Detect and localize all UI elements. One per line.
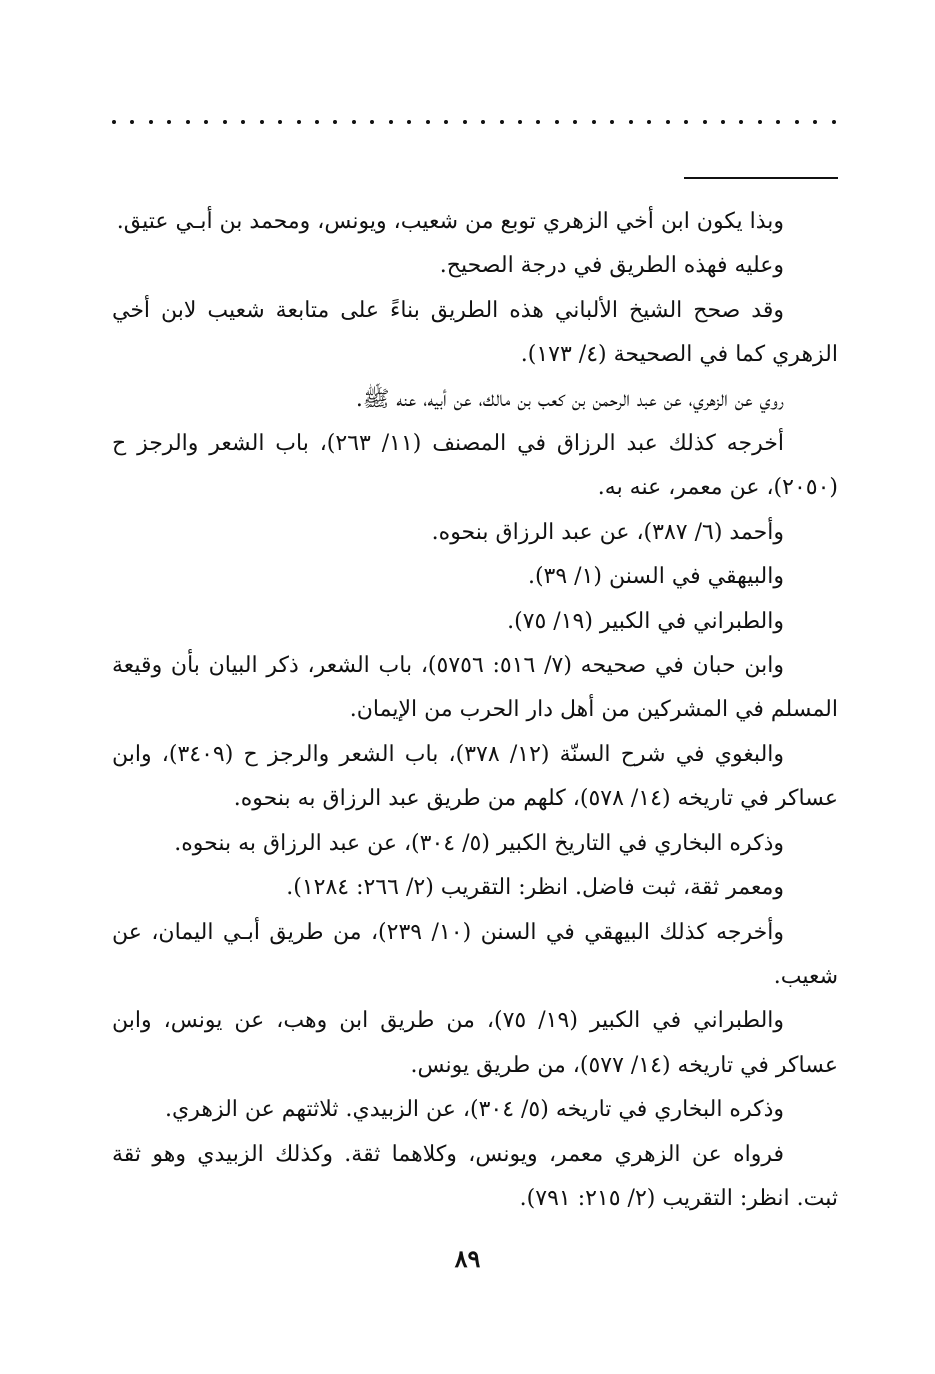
separator-dot xyxy=(370,120,374,124)
paragraph: والبيهقي في السنن (١/ ٣٩). xyxy=(527,564,784,590)
footnote-text xyxy=(112,200,838,1221)
separator-dot xyxy=(739,120,743,124)
separator-dot xyxy=(223,120,227,124)
paragraph: ومعمر ثقة، ثبت فاضل. انظر: التقريب (٢/ ٢٦٦: ١٢٨٤). xyxy=(286,875,784,901)
separator-dot xyxy=(573,120,577,124)
paragraph: فرواه عن الزهري معمر، ويونس، وكلاهما ثقة. وكذلك الزبيدي وهو ثقة ثبت. انظر: التقريب (٢/ ٢١٥: ٧٩١). xyxy=(112,1141,838,1211)
separator-dot xyxy=(112,120,116,124)
separator-dot xyxy=(500,120,504,124)
separator-dot xyxy=(297,120,301,124)
separator-dot xyxy=(444,120,448,124)
separator-dot xyxy=(592,120,596,124)
separator-dot xyxy=(389,120,393,124)
separator-dot xyxy=(555,120,559,124)
separator-dot xyxy=(352,120,356,124)
separator-dot xyxy=(776,120,780,124)
separator-dot xyxy=(333,120,337,124)
paragraph: والبغوي في شرح السنّة (١٢/ ٣٧٨)، باب الشعر والرجز ح (٣٤٠٩)، وابن عساكر في تاريخه (١٤/ ٥٧٨)، كلهم من طريق عبد الرزاق به بنحوه. xyxy=(112,741,838,812)
paragraph: وذكره البخاري في التاريخ الكبير (٥/ ٣٠٤)، عن عبد الرزاق به بنحوه. xyxy=(174,830,784,856)
separator-dot xyxy=(407,120,411,124)
separator-dot xyxy=(186,120,190,124)
paragraph: روي عن الزهري، عن عبد الرحمن بن كعب بن مالك، عن أبيه، عنه ﷺ. xyxy=(355,386,784,412)
separator-dot xyxy=(610,120,614,124)
paragraph: وذكره البخاري في تاريخه (٥/ ٣٠٤)، عن الزبيدي. ثلاثتهم عن الزهري. xyxy=(164,1097,784,1123)
separator-dot xyxy=(241,120,245,124)
paragraph: أخرجه كذلك عبد الرزاق في المصنف (١١/ ٢٦٣)، باب الشعر والرجز ح (٢٠٥٠)، عن معمر، عنه به. xyxy=(112,431,838,501)
separator-dot xyxy=(684,120,688,124)
paragraph: والطبراني في الكبير (١٩/ ٧٥)، من طريق ابن وهب، عن يونس، وابن عساكر في تاريخه (١٤/ ٥٧٧)، من طريق يونس. xyxy=(112,1008,838,1078)
separator-dot xyxy=(832,120,836,124)
separator-dot xyxy=(278,120,282,124)
paragraph: والطبراني في الكبير (١٩/ ٧٥). xyxy=(507,608,784,634)
separator-dot xyxy=(481,120,485,124)
footnote-rule xyxy=(684,177,838,179)
separator-dot xyxy=(315,120,319,124)
separator-dot xyxy=(260,120,264,124)
dotted-separator xyxy=(112,112,836,132)
paragraph: وأحمد (٦/ ٣٨٧)، عن عبد الرزاق بنحوه. xyxy=(431,519,784,545)
separator-dot xyxy=(130,120,134,124)
paragraph: وابن حبان في صحيحه (٧/ ٥١٦: ٥٧٥٦)، باب الشعر، ذكر البيان بأن وقيعة المسلم في المشركين من أهل دار الحرب من الإيمان. xyxy=(112,653,838,723)
separator-dot xyxy=(666,120,670,124)
separator-dot xyxy=(167,120,171,124)
separator-dot xyxy=(463,120,467,124)
separator-dot xyxy=(703,120,707,124)
separator-dot xyxy=(647,120,651,124)
separator-dot xyxy=(795,120,799,124)
separator-dot xyxy=(629,120,633,124)
paragraph: وعليه فهذه الطريق في درجة الصحيح. xyxy=(439,253,784,279)
paragraph: وقد صحح الشيخ الألباني هذه الطريق بناءً على متابعة شعيب لابن أخي الزهري كما في الصحيحة (٤/ ١٧٣). xyxy=(112,297,838,368)
separator-dot xyxy=(518,120,522,124)
separator-dot xyxy=(426,120,430,124)
separator-dot xyxy=(758,120,762,124)
separator-dot xyxy=(721,120,725,124)
paragraph: وبذا يكون ابن أخي الزهري توبع من شعيب، ويونس، ومحمد بن أبـي عتيق. xyxy=(116,209,784,234)
separator-dot xyxy=(536,120,540,124)
separator-dot xyxy=(204,120,208,124)
paragraph: وأخرجه كذلك البيهقي في السنن (١٠/ ٢٣٩)، من طريق أبـي اليمان، عن شعيب. xyxy=(112,919,838,989)
separator-dot xyxy=(149,120,153,124)
separator-dot xyxy=(813,120,817,124)
page-number: ٨٩ xyxy=(454,1244,481,1273)
